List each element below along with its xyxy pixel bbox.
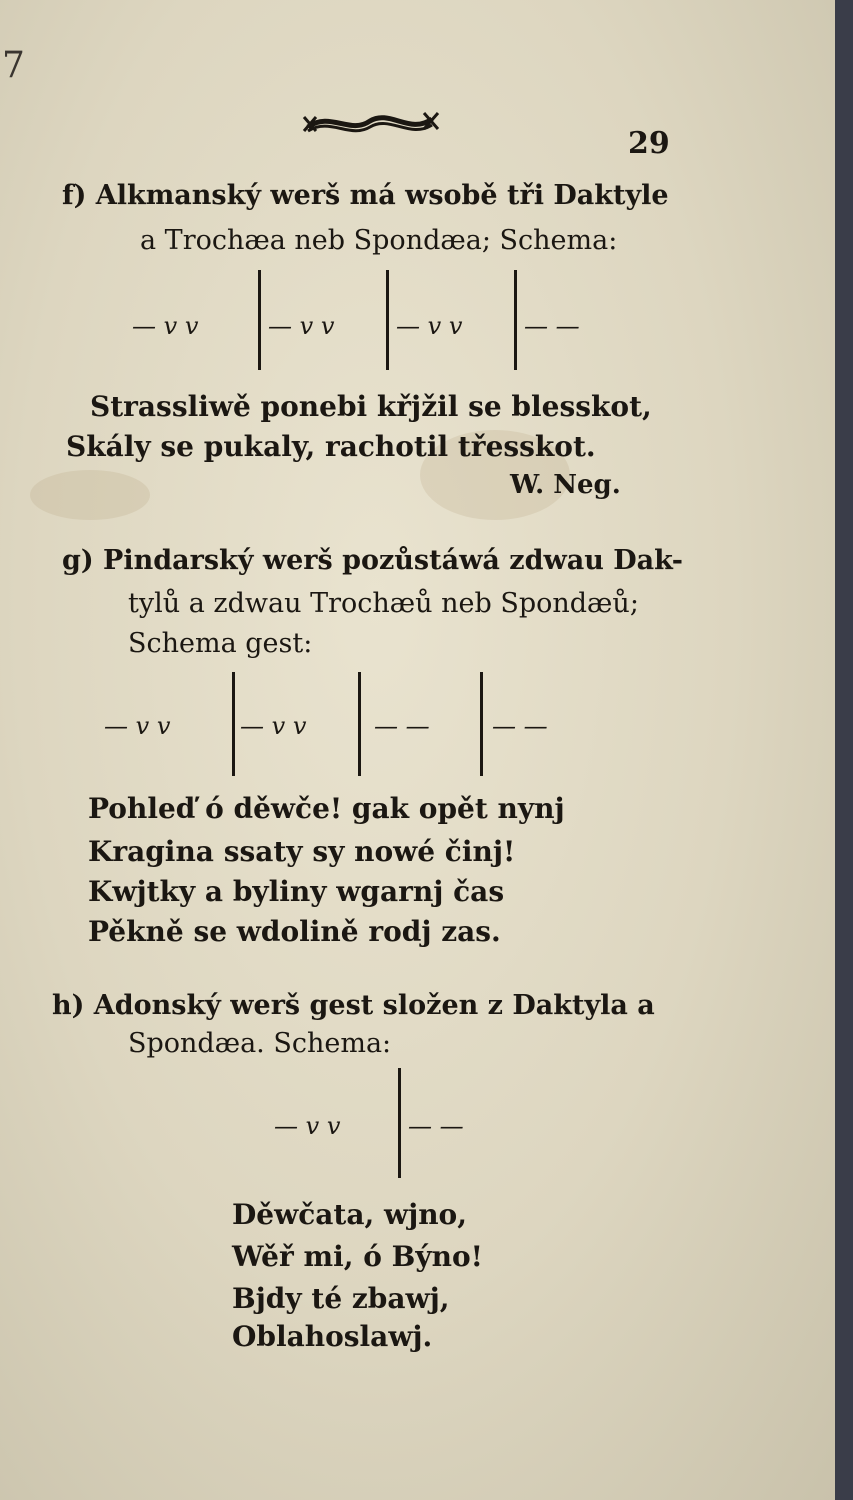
poem-line: Kwjtky a byliny wgarnj čas	[88, 875, 505, 908]
schema-bar	[386, 270, 389, 370]
schema-foot: — —	[374, 712, 430, 740]
item-f-line-1: f) Alkmanský werš má wsobě tři Daktyle	[62, 180, 669, 211]
item-h-line-2: Spondæa. Schema:	[128, 1028, 392, 1059]
ornament-icon	[300, 105, 440, 141]
poem-line: Děwčata, wjno,	[232, 1198, 467, 1231]
schema-g	[90, 672, 600, 782]
margin-mark: 7	[2, 45, 25, 86]
schema-foot: — —	[408, 1112, 464, 1140]
poem-attribution: W. Neg.	[510, 470, 621, 500]
schema-f	[130, 270, 630, 380]
item-g-line-3: Schema gest:	[128, 628, 313, 659]
schema-foot: — v v	[132, 312, 199, 340]
page-number: 29	[628, 126, 670, 161]
schema-foot: — —	[492, 712, 548, 740]
schema-foot: — v v	[274, 1112, 341, 1140]
item-h-line-1: h) Adonský werš gest složen z Daktyla a	[52, 990, 655, 1021]
schema-h	[270, 1068, 520, 1178]
poem-line: Bjdy té zbawj,	[232, 1282, 450, 1315]
schema-bar	[514, 270, 517, 370]
poem-line: Pohleď ó děwče! gak opět nynj	[88, 792, 565, 825]
book-cover-edge	[835, 0, 853, 1500]
schema-foot: — v v	[240, 712, 307, 740]
schema-foot: — v v	[268, 312, 335, 340]
poem-line: Oblahoslawj.	[232, 1320, 433, 1353]
item-g-line-1: g) Pindarský werš pozůstáwá zdwau Dak-	[62, 545, 683, 576]
item-g-line-2: tylů a zdwau Trochæů neb Spondæů;	[128, 588, 639, 619]
poem-line: Strassliwě ponebi křjžil se blesskot,	[90, 390, 652, 423]
schema-bar	[258, 270, 261, 370]
paper-stain	[30, 470, 150, 520]
poem-line: Wěř mi, ó Býno!	[232, 1240, 483, 1273]
schema-foot: — v v	[104, 712, 171, 740]
poem-line: Skály se pukaly, rachotil třesskot.	[66, 430, 596, 463]
poem-line: Pěkně se wdolině rodj zas.	[88, 915, 501, 948]
schema-bar	[358, 672, 361, 776]
schema-bar	[232, 672, 235, 776]
schema-foot: — v v	[396, 312, 463, 340]
item-f-line-2: a Trochæa neb Spondæa; Schema:	[140, 225, 618, 256]
schema-bar	[480, 672, 483, 776]
schema-bar	[398, 1068, 401, 1178]
poem-line: Kragina ssaty sy nowé činj!	[88, 835, 516, 868]
schema-foot: — —	[524, 312, 580, 340]
